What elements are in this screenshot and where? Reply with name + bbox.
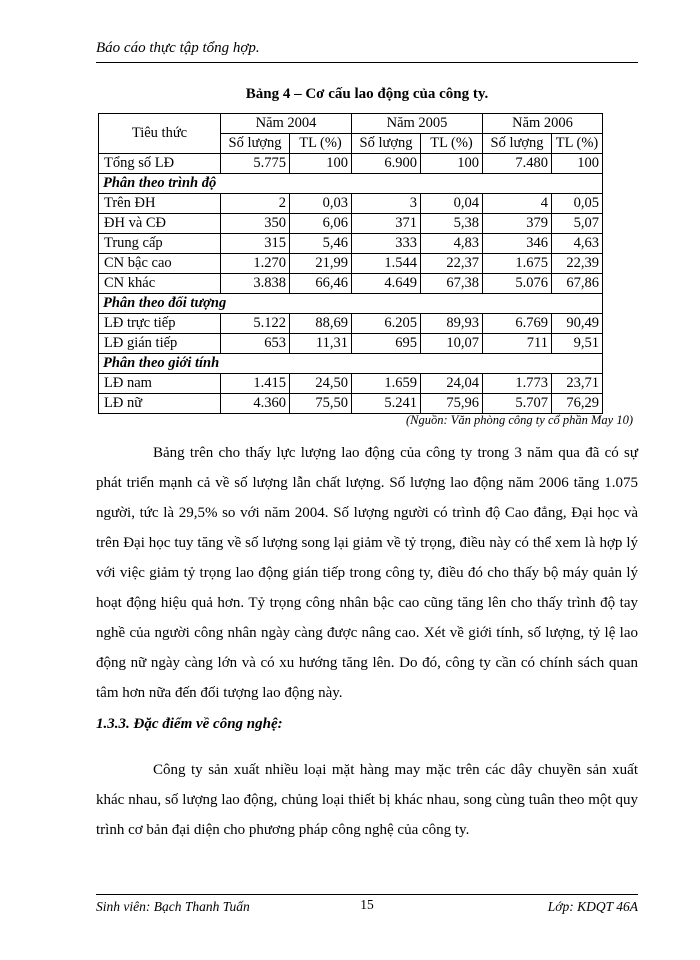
ratio-cell: 89,93 xyxy=(421,314,483,334)
ratio-cell: 11,31 xyxy=(290,334,352,354)
quantity-cell: 5.076 xyxy=(483,274,552,294)
table-row xyxy=(99,374,603,394)
ratio-cell: 67,86 xyxy=(552,274,603,294)
table-row xyxy=(99,154,603,174)
footer-class: Lớp: KDQT 46A xyxy=(547,899,638,914)
page-header xyxy=(96,38,638,63)
ratio-cell: 90,49 xyxy=(552,314,603,334)
table-row xyxy=(99,334,603,354)
table-group-row xyxy=(99,174,603,194)
labor-structure-table xyxy=(98,113,603,414)
footer-student: Sinh viên: Bạch Thanh Tuấn xyxy=(96,899,250,914)
ratio-cell: 88,69 xyxy=(290,314,352,334)
ratio-cell: 0,03 xyxy=(290,194,352,214)
technology-paragraph xyxy=(96,755,638,845)
quantity-cell: 4 xyxy=(483,194,552,214)
quantity-cell: 5.241 xyxy=(352,394,421,414)
header-title: Báo cáo thực tập tổng hợp. xyxy=(96,40,260,56)
quantity-cell: 695 xyxy=(352,334,421,354)
page-footer xyxy=(96,894,638,917)
ratio-cell: 5,07 xyxy=(552,214,603,234)
quantity-cell: 1.659 xyxy=(352,374,421,394)
ratio-cell: 100 xyxy=(552,154,603,174)
page-number: 15 xyxy=(360,897,374,912)
section-heading: 1.3.3. Đặc điểm về công nghệ: xyxy=(96,716,283,732)
criteria-header: Tiêu thức xyxy=(99,114,221,154)
quantity-cell: 1.415 xyxy=(221,374,290,394)
ratio-cell: 5,38 xyxy=(421,214,483,234)
ratio-cell: 9,51 xyxy=(552,334,603,354)
ratio-cell: 76,29 xyxy=(552,394,603,414)
quantity-cell: 350 xyxy=(221,214,290,234)
table-row xyxy=(99,394,603,414)
row-label: Trung cấp xyxy=(99,234,221,254)
ratio-cell: 22,37 xyxy=(421,254,483,274)
ratio-cell: 0,04 xyxy=(421,194,483,214)
quantity-header: Số lượng xyxy=(352,134,421,154)
quantity-cell: 5.122 xyxy=(221,314,290,334)
analysis-paragraph xyxy=(96,438,638,708)
row-label: LĐ nữ xyxy=(99,394,221,414)
ratio-header: TL (%) xyxy=(421,134,483,154)
table-row xyxy=(99,254,603,274)
group-label: Phân theo giới tính xyxy=(99,354,603,374)
ratio-cell: 5,46 xyxy=(290,234,352,254)
ratio-cell: 75,96 xyxy=(421,394,483,414)
quantity-cell: 1.675 xyxy=(483,254,552,274)
quantity-cell: 4.360 xyxy=(221,394,290,414)
ratio-cell: 67,38 xyxy=(421,274,483,294)
row-label: LĐ nam xyxy=(99,374,221,394)
quantity-cell: 3 xyxy=(352,194,421,214)
ratio-cell: 24,50 xyxy=(290,374,352,394)
quantity-cell: 5.775 xyxy=(221,154,290,174)
quantity-cell: 4.649 xyxy=(352,274,421,294)
ratio-cell: 6,06 xyxy=(290,214,352,234)
ratio-cell: 100 xyxy=(421,154,483,174)
table-row xyxy=(99,214,603,234)
table-row xyxy=(99,234,603,254)
quantity-header: Số lượng xyxy=(221,134,290,154)
table-header-row xyxy=(99,114,603,134)
quantity-cell: 315 xyxy=(221,234,290,254)
year-header: Năm 2005 xyxy=(352,114,483,134)
year-header: Năm 2006 xyxy=(483,114,603,134)
ratio-header: TL (%) xyxy=(290,134,352,154)
quantity-header: Số lượng xyxy=(483,134,552,154)
group-label: Phân theo đối tượng xyxy=(99,294,603,314)
ratio-cell: 21,99 xyxy=(290,254,352,274)
quantity-cell: 346 xyxy=(483,234,552,254)
ratio-cell: 24,04 xyxy=(421,374,483,394)
table-group-row xyxy=(99,354,603,374)
row-label: CN khác xyxy=(99,274,221,294)
quantity-cell: 711 xyxy=(483,334,552,354)
row-label: CN bậc cao xyxy=(99,254,221,274)
quantity-cell: 1.270 xyxy=(221,254,290,274)
quantity-cell: 6.900 xyxy=(352,154,421,174)
table-row xyxy=(99,314,603,334)
table-source-note: (Nguồn: Văn phòng công ty cổ phần May 10) xyxy=(405,413,633,427)
ratio-cell: 0,05 xyxy=(552,194,603,214)
row-label: Tổng số LĐ xyxy=(99,154,221,174)
quantity-cell: 6.769 xyxy=(483,314,552,334)
table-row xyxy=(99,194,603,214)
group-label: Phân theo trình độ xyxy=(99,174,603,194)
quantity-cell: 379 xyxy=(483,214,552,234)
table-row xyxy=(99,274,603,294)
row-label: LĐ trực tiếp xyxy=(99,314,221,334)
ratio-cell: 75,50 xyxy=(290,394,352,414)
quantity-cell: 3.838 xyxy=(221,274,290,294)
ratio-cell: 23,71 xyxy=(552,374,603,394)
ratio-cell: 66,46 xyxy=(290,274,352,294)
analysis-paragraph-text: Bảng trên cho thấy lực lượng lao động của công ty trong 3 năm qua đã có sự phát triển mạnh cả về số lượng lẫn chất lượng. Số lượng lao động năm 2006 tăng 1.075 người, tức là 29,5% so với năm 2004. Số lượng người có trình độ Cao đẳng, Đại học và trên Đại học tuy tăng về số lượng song lại giảm về tỷ trọng, điều này có thể xem là hợp lý với việc giảm tỷ trọng lao động gián tiếp trong công ty, điều đó cho thấy bộ máy quản lý hoạt động hiệu quả hơn. Tỷ trọng công nhân bậc cao cũng tăng lên cho thấy trình độ tay nghề của người công nhân ngày càng được nâng cao. Xét về giới tính, số lượng, tỷ lệ lao động nữ ngày càng lớn và có xu hướng tăng lên. Do đó, công ty cần có chính sách quan tâm hơn nữa đến đối tượng lao động này. xyxy=(96,445,638,701)
ratio-cell: 4,63 xyxy=(552,234,603,254)
quantity-cell: 6.205 xyxy=(352,314,421,334)
table-group-row xyxy=(99,294,603,314)
quantity-cell: 2 xyxy=(221,194,290,214)
quantity-cell: 5.707 xyxy=(483,394,552,414)
ratio-cell: 4,83 xyxy=(421,234,483,254)
quantity-cell: 7.480 xyxy=(483,154,552,174)
quantity-cell: 1.544 xyxy=(352,254,421,274)
quantity-cell: 1.773 xyxy=(483,374,552,394)
technology-paragraph-text: Công ty sản xuất nhiều loại mặt hàng may mặc trên các dây chuyền sản xuất khác nhau, số lượng lao động, chủng loại thiết bị khác nhau, song cùng tuân theo một quy trình cơ bản đại diện cho phương pháp công nghệ của công ty. xyxy=(96,762,638,838)
ratio-cell: 22,39 xyxy=(552,254,603,274)
row-label: ĐH và CĐ xyxy=(99,214,221,234)
row-label: Trên ĐH xyxy=(99,194,221,214)
ratio-cell: 100 xyxy=(290,154,352,174)
year-header: Năm 2004 xyxy=(221,114,352,134)
row-label: LĐ gián tiếp xyxy=(99,334,221,354)
table-title: Bảng 4 – Cơ cấu lao động của công ty. xyxy=(245,86,489,102)
quantity-cell: 371 xyxy=(352,214,421,234)
ratio-header: TL (%) xyxy=(552,134,603,154)
ratio-cell: 10,07 xyxy=(421,334,483,354)
quantity-cell: 653 xyxy=(221,334,290,354)
quantity-cell: 333 xyxy=(352,234,421,254)
